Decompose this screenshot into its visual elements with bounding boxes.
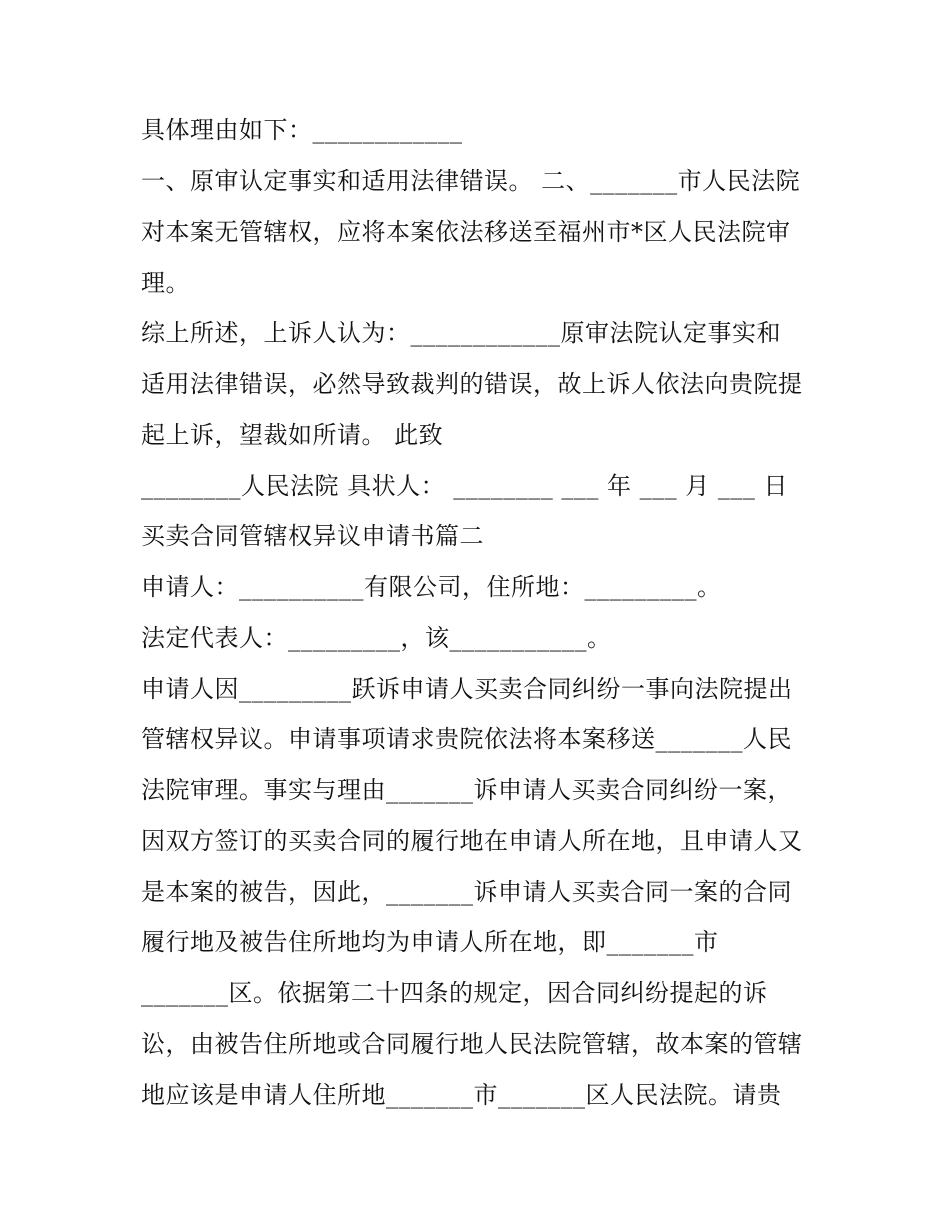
text-line: 讼，由被告住所地或合同履行地人民法院管辖，故本案的管辖 [141, 1030, 803, 1058]
text-line: 法定代表人：_________，该___________。 [141, 624, 612, 652]
text-line: 因双方签订的买卖合同的履行地在申请人所在地，且申请人又 [141, 827, 803, 855]
text-line: 一、原审认定事实和适用法律错误。 二、_______市人民法院 [141, 167, 801, 195]
text-line: 综上所述，上诉人认为：____________原审法院认定事实和 [141, 319, 781, 347]
text-line: ________人民法院 具状人： ________ ___ 年 ___ 月 ___ 日 [141, 472, 789, 500]
text-line: 履行地及被告住所地均为申请人所在地，即_______市 [141, 928, 719, 956]
text-line: 理。 [141, 269, 190, 297]
section-heading: 买卖合同管辖权异议申请书篇二 [141, 522, 484, 550]
text-line: 适用法律错误，必然导致裁判的错误，故上诉人依法向贵院提 [141, 370, 803, 398]
text-line: 地应该是申请人住所地_______市_______区人民法院。请贵 [141, 1081, 782, 1109]
text-line: 申请人：__________有限公司，住所地：_________。 [141, 573, 722, 601]
text-line: 申请人因_________跃诉申请人买卖合同纠纷一事向法院提出 [141, 675, 793, 703]
text-line: 是本案的被告，因此，_______诉申请人买卖合同一案的合同 [141, 878, 792, 906]
text-line: 管辖权异议。申请事项请求贵院依法将本案移送_______人民 [141, 725, 792, 753]
text-line: 法院审理。事实与理由_______诉申请人买卖合同纠纷一案， [141, 776, 792, 804]
text-line: 具体理由如下：____________ [141, 116, 463, 144]
text-line: 起上诉，望裁如所请。 此致 [141, 421, 444, 449]
text-line: 对本案无管辖权，应将本案依法移送至福州市*区人民法院审 [141, 218, 791, 246]
text-line: _______区。依据第二十四条的规定，因合同纠纷提起的诉 [141, 979, 768, 1007]
